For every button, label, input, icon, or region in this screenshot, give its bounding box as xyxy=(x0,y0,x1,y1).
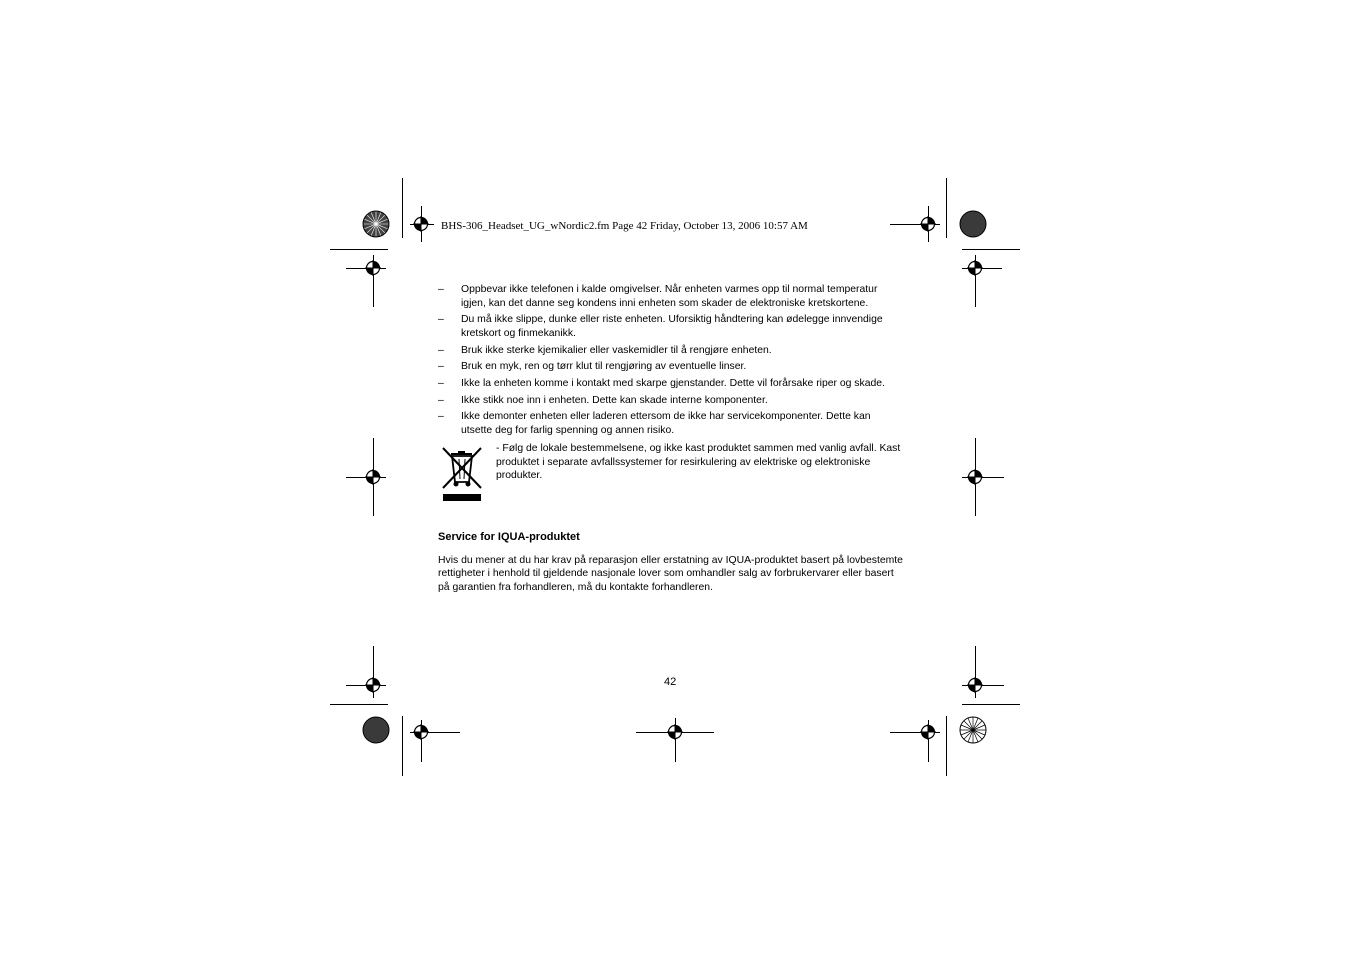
list-item xyxy=(438,377,904,391)
crop-mark xyxy=(962,249,1020,250)
star-target-icon xyxy=(959,716,987,744)
list-dash: – xyxy=(438,377,444,389)
crop-mark xyxy=(402,178,403,238)
list-item xyxy=(438,394,904,408)
list-item-text: Du må ikke slippe, dunke eller riste enheten. Uforsiktig håndtering kan ødelegge innvendige kretskort og finmekanikk. xyxy=(461,314,883,340)
crossed-out-wheelie-bin-icon xyxy=(439,446,485,502)
crop-mark xyxy=(402,716,403,776)
section-heading: Service for IQUA-produktet xyxy=(438,530,580,543)
list-item-text: Bruk ikke sterke kjemikalier eller vaskemidler til å rengjøre enheten. xyxy=(461,344,772,356)
list-item xyxy=(438,313,904,341)
file-info-header: BHS-306_Headset_UG_wNordic2.fm Page 42 Friday, October 13, 2006 10:57 AM xyxy=(441,220,808,232)
list-dash: – xyxy=(438,284,444,295)
registration-target-icon xyxy=(920,216,936,232)
list-dash: – xyxy=(438,361,444,373)
density-target-icon xyxy=(362,716,390,744)
list-item-text: Ikke la enheten komme i kontakt med skarpe gjenstander. Dette vil forårsake riper og skade. xyxy=(461,377,885,389)
star-target-icon xyxy=(362,210,390,238)
list-item-text: Oppbevar ikke telefonen i kalde omgivelser. Når enheten varmes opp til normal temperatur igjen, kan det danne seg kondens inni enheten som skader de elektroniske kretskortene. xyxy=(461,284,878,309)
list-item-text: Ikke demonter enheten eller laderen ettersom de ikke har servicekomponenter. Dette kan utsette deg for farlig spenning og annen risiko. xyxy=(461,411,871,436)
list-item xyxy=(438,283,904,311)
list-item xyxy=(438,410,904,438)
crop-mark xyxy=(330,249,388,250)
registration-target-icon xyxy=(967,469,983,485)
crop-mark xyxy=(962,704,1020,705)
registration-target-icon xyxy=(413,724,429,740)
recycling-notice xyxy=(438,442,904,506)
list-item-text: Bruk en myk, ren og tørr klut til rengjøring av eventuelle linser. xyxy=(461,361,747,373)
registration-target-icon xyxy=(365,469,381,485)
page-number: 42 xyxy=(664,676,677,688)
list-item xyxy=(438,360,904,374)
registration-target-icon xyxy=(967,677,983,693)
crop-mark xyxy=(330,704,388,705)
crop-mark xyxy=(946,716,947,776)
list-item-text: Ikke stikk noe inn i enheten. Dette kan skade interne komponenter. xyxy=(461,394,768,406)
registration-target-icon xyxy=(667,724,683,740)
registration-target-icon xyxy=(365,260,381,276)
registration-target-icon xyxy=(967,260,983,276)
list-dash: – xyxy=(438,344,444,356)
care-instructions-list xyxy=(438,283,904,438)
registration-target-icon xyxy=(365,677,381,693)
list-dash: – xyxy=(438,411,444,423)
list-dash: – xyxy=(438,314,444,326)
crop-mark xyxy=(946,178,947,238)
list-dash: – xyxy=(438,394,444,406)
registration-target-icon xyxy=(413,216,429,232)
page-content xyxy=(438,283,904,595)
recycling-text: - Følg de lokale bestemmelsene, og ikke kast produktet sammen med vanlig avfall. Kast produktet i separate avfallssystemer for resirkulering av elektriske og elektroniske produkter. xyxy=(496,442,901,482)
registration-target-icon xyxy=(920,724,936,740)
list-item xyxy=(438,344,904,358)
section-body: Hvis du mener at du har krav på reparasjon eller erstatning av IQUA-produktet basert på lovbestemte rettigheter i henhold til gjeldende nasjonale lover som omhandler salg av forbrukervarer eller basert på garantien fra forhandleren, må du kontakte forhandleren. xyxy=(438,554,903,594)
density-target-icon xyxy=(959,210,987,238)
